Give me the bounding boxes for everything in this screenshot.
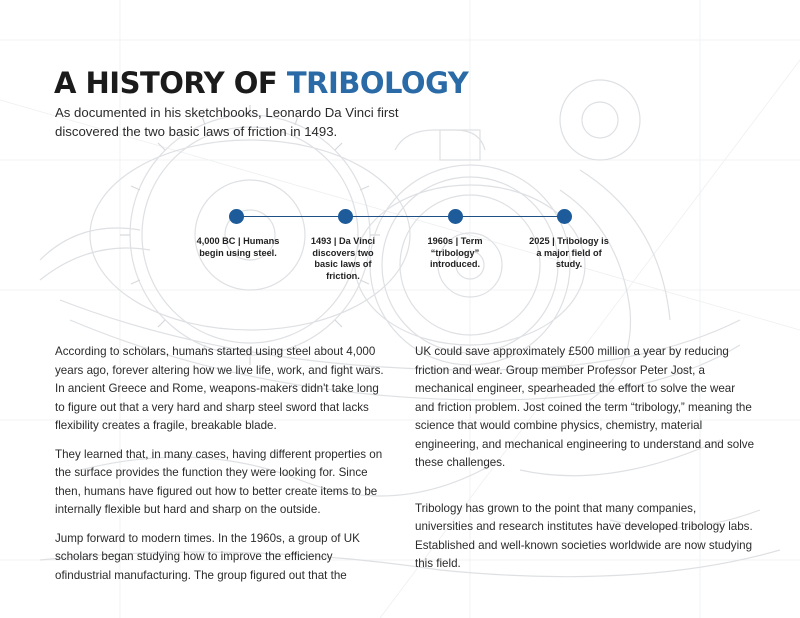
- paragraph: According to scholars, humans started using steel about 4,000 years ago, forever altering how we live life, work, and fight wars. In ancient Greece and Rome, weapons-makers didn't take long to figure out that a very hard and sharp steel sword that lacks flexibility creates a fragile, breakable blade.: [55, 345, 384, 432]
- page-subtitle: As documented in his sketchbooks, Leonardo Da Vinci first discovered the two basic laws of friction in 1493.: [55, 105, 399, 139]
- timeline-label-4: 2025 | Tribology is a major field of study.: [529, 236, 609, 269]
- timeline-dot-4: [557, 209, 572, 224]
- timeline-dot-1: [229, 209, 244, 224]
- timeline-dot-2: [338, 209, 353, 224]
- timeline: [0, 0, 800, 300]
- timeline-label-3: 1960s | Term “tribology” introduced.: [427, 236, 483, 269]
- paragraph: Tribology has grown to the point that many companies, universities and research institutes have developed tribology labs. Established and well-known societies worldwide are now studying this field.: [415, 501, 753, 570]
- paragraph: UK could save approximately £500 million a year by reducing friction and wear. Group member Professor Peter Jost, a mechanical engineer, spearheaded the effort to solve the wear and friction problem. Jost coined the term “tribology,” meaning the science that would combine physics, chemistry, material engineering, and mechanical engineering to understand and solve these challenges.: [415, 345, 755, 469]
- body-column-left: [55, 343, 390, 585]
- title-prefix: A HISTORY OF: [54, 66, 287, 100]
- title-accent: TRIBOLOGY: [286, 66, 469, 100]
- timeline-label-2: 1493 | Da Vinci discovers two basic laws of friction.: [310, 236, 376, 281]
- paragraph: Jump forward to modern times. In the 1960s, a group of UK scholars began studying how to improve the efficiency ofindustrial manufacturing. The group figured out that the: [55, 531, 360, 582]
- body-column-right: [415, 343, 755, 574]
- timeline-line: [236, 216, 564, 217]
- paragraph: They learned that, in many cases, having different properties on the surface provides the function they were looking for. Since then, humans have figured out how to better create items to be internally flexible but hard and sharp on the outside.: [55, 447, 383, 516]
- timeline-dot-3: [448, 209, 463, 224]
- timeline-label-1: 4,000 BC | Humans begin using steel.: [196, 236, 280, 258]
